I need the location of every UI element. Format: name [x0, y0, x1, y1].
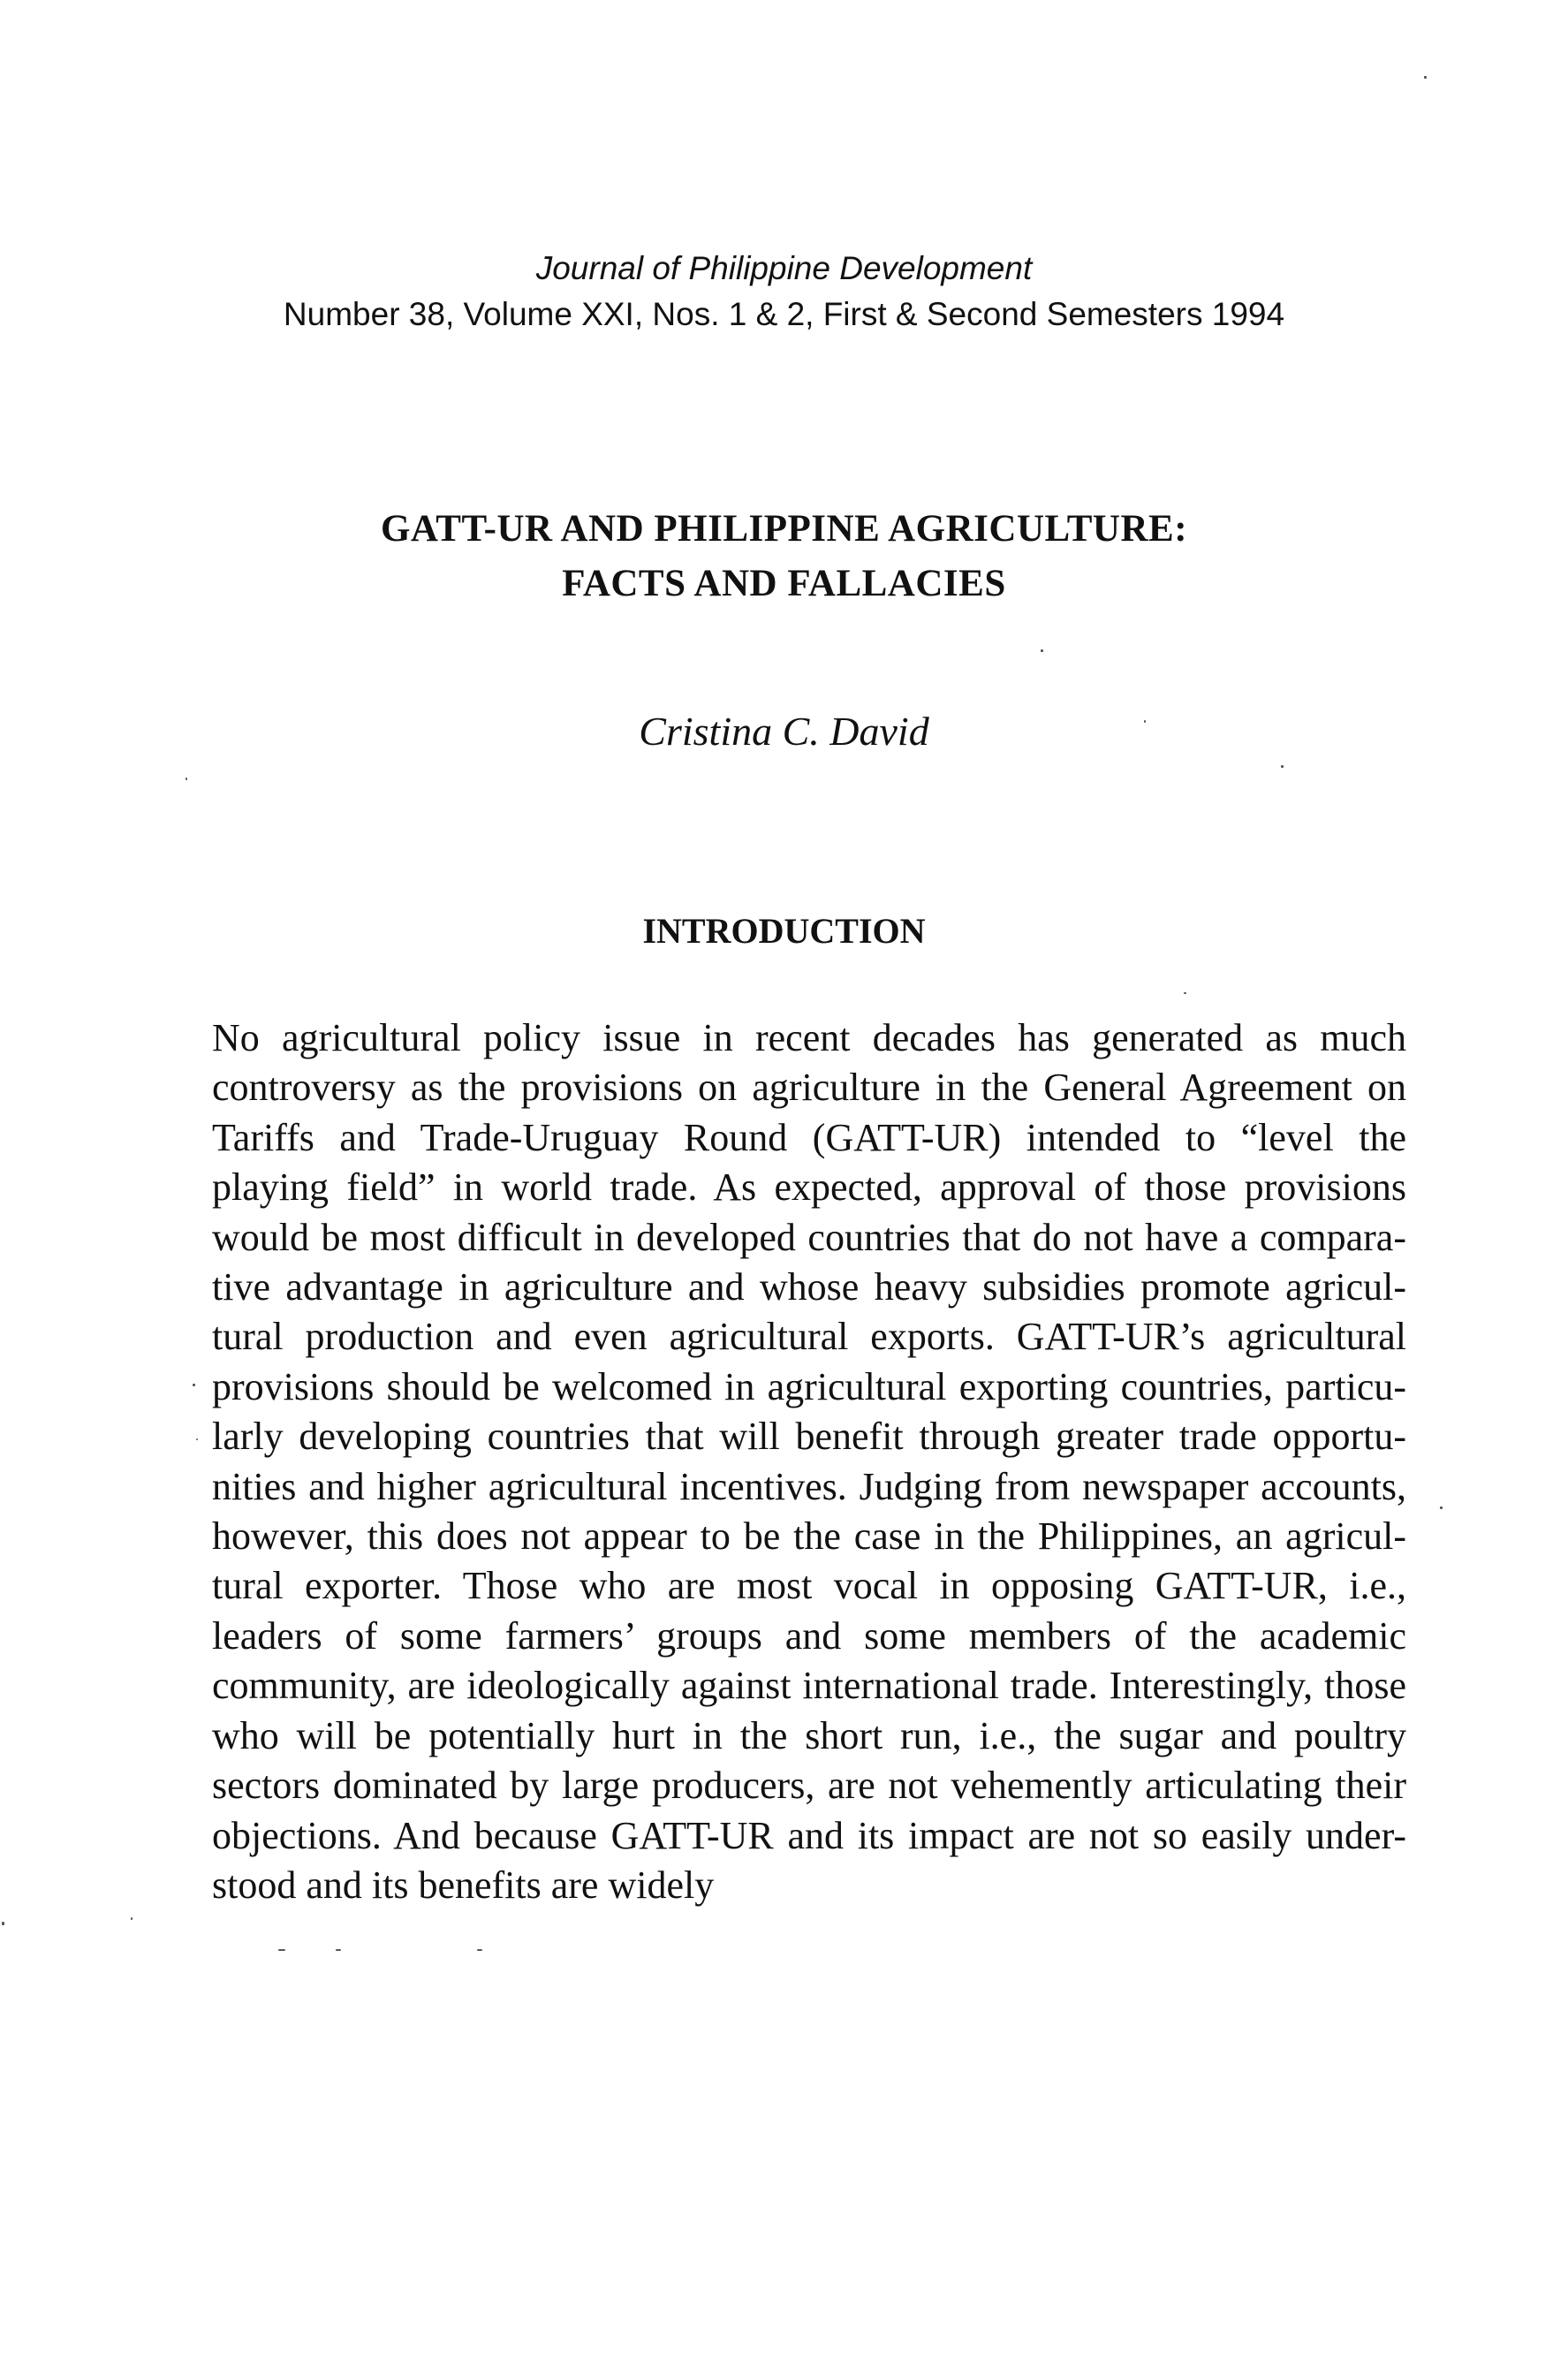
journal-header — [0, 246, 1568, 338]
scan-speck — [1440, 1506, 1443, 1509]
scan-speck — [477, 1949, 482, 1951]
scan-speck — [1144, 720, 1146, 723]
journal-issue-line: Number 38, Volume XXI, Nos. 1 & 2, First & Second Semesters 1994 — [283, 296, 1285, 332]
scan-speck — [196, 1438, 198, 1440]
scan-speck — [186, 778, 187, 780]
scan-speck — [1041, 649, 1043, 652]
scan-speck — [1281, 765, 1284, 768]
scan-speck — [193, 1384, 195, 1386]
scan-speck — [336, 1949, 341, 1951]
scan-speck — [131, 1917, 133, 1920]
article-author: Cristina C. David — [639, 709, 929, 754]
article-title-line-2: FACTS AND FALLACIES — [562, 563, 1006, 604]
scan-speck — [1424, 76, 1427, 79]
scan-speck — [1184, 992, 1186, 994]
introduction-paragraph: No agricultural policy issue in recent decades has generated as much controversy as the provisions on agriculture in the General Agreement on Tariffs and Trade-Uruguay Round (GATT-UR) intended to “level the playing field” in world trade. As expected, approval of those provisions would be most difficult in developed countries that do not have a compara- tive advantage in agriculture and whose heavy subsidies promote agricul- tural production and even agricultural exports. GATT-UR’s agricultural provisions should be welcomed in agricultural exporting countries, particu- larly developing countries that will benefit through greater trade opportu- nities and higher agricultural incentives. Judging from newspaper accounts, however, this does not appear to be the case in the Philippines, an agricul- tural exporter. Those who are most vocal in opposing GATT-UR, i.e., leaders of some farmers’ groups and some members of the academic community, are ideologically against international trade. Interestingly, those who will be potentially hurt in the short run, i.e., the sugar and poultry sectors dominated by large producers, are not vehemently articulating their objections. And because GATT-UR and its impact are not so easily under- stood and its benefits are widely — [212, 1016, 1406, 1907]
journal-name: Journal of Philippine Development — [535, 250, 1033, 286]
article-title-line-1: GATT-UR AND PHILIPPINE AGRICULTURE: — [380, 508, 1188, 550]
scan-speck — [278, 1949, 285, 1951]
article-title — [0, 502, 1568, 611]
scan-speck — [2, 1922, 4, 1925]
section-heading: INTRODUCTION — [642, 911, 926, 951]
